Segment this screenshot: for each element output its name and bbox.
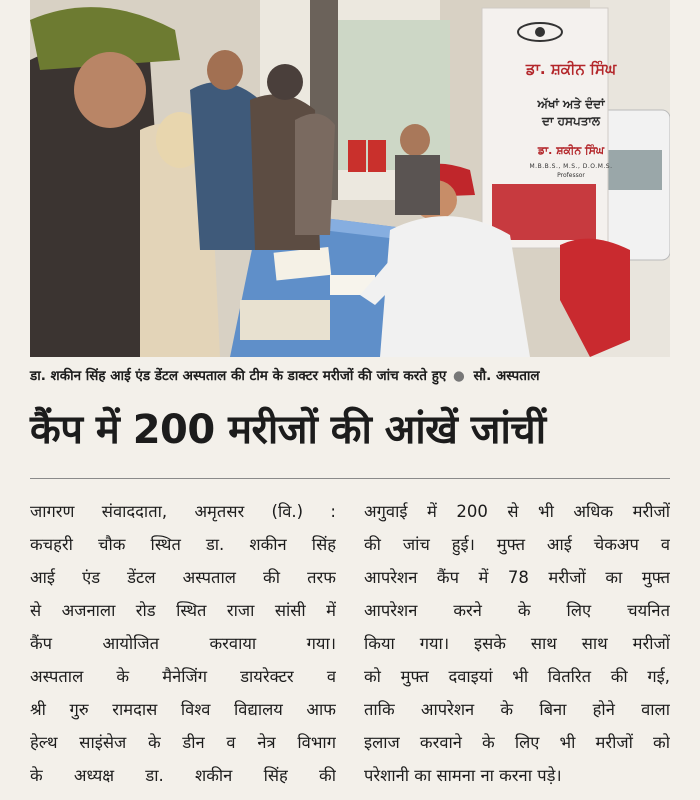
- article-line: हेल्थ साइंसेज के डीन व नेत्र विभाग: [30, 733, 336, 752]
- banner-subtitle-line-2: ਦਾ ਹਸਪਤਾਲ: [542, 114, 600, 128]
- banner-subtitle-line-1: ਅੱਖਾਂ ਅਤੇ ਦੰਦਾਂ: [537, 97, 605, 111]
- bullet-icon: ●: [453, 368, 465, 384]
- article-line: अगुवाई में 200 से भी अधिक मरीजों: [364, 502, 670, 521]
- article-line: कचहरी चौक स्थित डा. शकीन सिंह: [30, 535, 336, 554]
- article-line: किया गया। इसके साथ साथ मरीजों: [364, 634, 670, 653]
- article-line: आई एंड डेंटल अस्पताल की तरफ: [30, 568, 336, 587]
- headline: कैंप में 200 मरीजों की आंखें जांचीं: [30, 407, 546, 453]
- article-line: आपरेशन करने के लिए चयनित: [364, 601, 670, 620]
- banner-title: ਡਾ. ਸ਼ਕੀਨ ਸਿੰਘ: [525, 60, 617, 78]
- banner-degrees: M.B.B.S., M.S., D.O.M.S.: [529, 163, 613, 170]
- banner-subtitle: [517, 96, 625, 130]
- news-photo: [30, 0, 670, 357]
- article-line: कैंप आयोजित करवाया गया।: [30, 634, 336, 653]
- article-column-right: [364, 495, 670, 792]
- caption-credit: सौ. अस्पताल: [473, 368, 540, 384]
- banner-role: Professor: [557, 172, 585, 179]
- article-line: के अध्यक्ष डा. शकीन सिंह की: [30, 766, 336, 785]
- photo-caption: [30, 364, 670, 388]
- article-line: इलाज करवाने के लिए भी मरीजों को: [364, 733, 670, 752]
- article-line: की जांच हुई। मुफ्त आई चेकअप व: [364, 535, 670, 554]
- article-line: जागरण संवाददाता, अमृतसर (वि.) :: [30, 502, 336, 521]
- article-line: श्री गुरु रामदास विश्व विद्यालय आफ: [30, 700, 336, 719]
- article-line: से अजनाला रोड स्थित राजा सांसी में: [30, 601, 336, 620]
- article-line: ताकि आपरेशन के बिना होने वाला: [364, 700, 670, 719]
- article-line: अस्पताल के मैनेजिंग डायरेक्टर व: [30, 667, 336, 686]
- caption-text: डा. शकीन सिंह आई एंड डेंटल अस्पताल की टीम के डाक्टर मरीजों की जांच करते हुए: [30, 368, 447, 384]
- article-column-left: [30, 495, 336, 792]
- headline-divider: [30, 478, 670, 479]
- banner-doctor-name: ਡਾ. ਸ਼ਕੀਨ ਸਿੰਘ: [537, 144, 605, 157]
- article-line: परेशानी का सामना ना करना पड़े।: [364, 766, 562, 785]
- article-line: आपरेशन कैंप में 78 मरीजों का मुफ्त: [364, 568, 670, 587]
- article-line: को मुफ्त दवाइयां भी वितरित की गई,: [364, 667, 670, 686]
